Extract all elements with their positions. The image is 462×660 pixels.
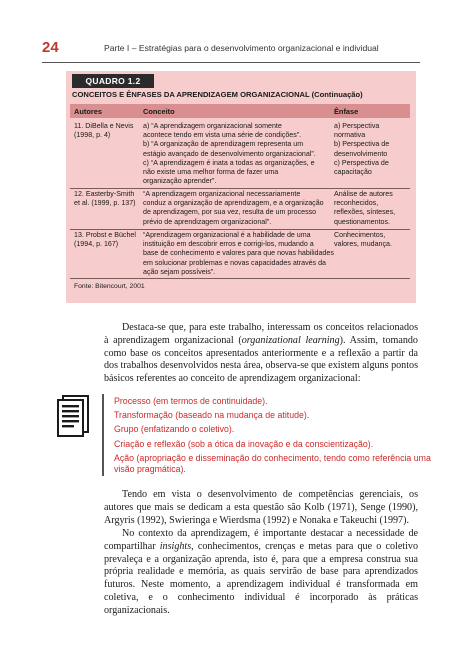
running-head: Parte I – Estratégias para o desenvolvimento organizacional e individual	[104, 43, 379, 53]
cell-autores: 13. Probst e Büchel (1994, p. 167)	[74, 231, 136, 249]
list-item: Transformação (baseado na mudança de atitude).	[114, 410, 310, 421]
table-header	[70, 104, 410, 118]
table-source: Fonte: Bitencourt, 2001	[74, 283, 145, 290]
page-number: 24	[42, 39, 59, 56]
quadro-label: QUADRO 1.2	[72, 74, 154, 88]
list-bar	[102, 394, 104, 476]
cell-enfase: a) Perspectiva normativa b) Perspectiva de desenvolvimento c) Perspectiva de capacitação	[334, 122, 390, 177]
document-icon	[56, 394, 90, 438]
list-item: Processo (em termos de continuidade).	[114, 396, 268, 406]
cell-conceito: “Aprendizagem organizacional é a habilidade de uma instituição em descobrir erros e corrigi-los, mudando a base de conhecimento e valores para que novas habilidades em solucionar problemas e novas capacidades através da ação sejam possíveis”.	[143, 231, 334, 276]
list-item: Criação e reflexão (sob a ótica da inovação e da conscientização).	[114, 438, 374, 449]
cell-conceito: a) “A aprendizagem organizacional somente acontece tendo em vista uma série de condições”. b) “A organização de aprendizagem representa um estágio avançado de desenvolvimento organizacional”. c) “A aprendizagem é inata a todas as organizações, e não existe uma melhor forma de fazer uma organização aprender”.	[143, 122, 316, 186]
cell-enfase: Conhecimentos, valores, mudança.	[334, 231, 392, 249]
cell-autores: 11. DiBella e Nevis (1998, p. 4)	[74, 122, 134, 140]
column-header-enfase: Ênfase	[334, 107, 359, 116]
paragraph-contexto: No contexto da aprendizagem, é importante destacar a necessidade de compartilhar insights, conhecimentos, crenças e metas para que o coletivo prevaleça e a organização aprenda, isto é, para que a empresa construa sua própria realidade e memória, as quais servirão de base para aprendizados futuros. Neste momento, a aprendizagem individual é transformada em coletiva, e o conhecimento individual é incorporado às práticas organizacionais.	[104, 528, 418, 616]
list-item: Ação (apropriação e disseminação do conhecimento, tendo como referência uma visão pragmática).	[114, 452, 431, 475]
paragraph-competencias: Tendo em vista o desenvolvimento de competências gerenciais, os autores que mais se dedicam a esta questão são Kolb (1971), Senge (1990), Argyris (1992), Swieringa e Wierdsma (1992) e Nonaka e Takeuchi (1997).	[104, 489, 418, 526]
quadro-title: CONCEITOS E ÊNFASES DA APRENDIZAGEM ORGANIZACIONAL (Continuação)	[72, 90, 363, 99]
row-divider	[70, 278, 410, 279]
column-header-autores: Autores	[74, 107, 102, 116]
column-header-conceito: Conceito	[143, 107, 175, 116]
paragraph-intro: Destaca-se que, para este trabalho, interessam os conceitos relacionados à aprendizagem organizacional (organizational learning). Assim, tomando como base os conceitos apresentados anteriormente e a reflexão a partir da dos trabalhos desenvolvidos nesta área, observa-se que existem alguns pontos básicos referentes ao conceito de aprendizagem organizacional:	[104, 322, 418, 385]
cell-conceito: “A aprendizagem organizacional necessariamente conduz a organização de aprendizagem, e a organização de aprendizagem, por sua vez, resulta de um processo prévio de aprendizagem organizacional”.	[143, 190, 324, 226]
row-divider	[70, 188, 410, 189]
cell-autores: 12. Easterby-Smith et al. (1999, p. 137)	[74, 190, 136, 208]
row-divider	[70, 229, 410, 230]
cell-enfase: Análise de autores reconhecidos, reflexões, sínteses, questionamentos.	[334, 190, 396, 226]
list-item: Grupo (enfatizando o coletivo).	[114, 424, 235, 435]
header-rule	[42, 62, 420, 63]
key-points-list	[114, 396, 434, 479]
